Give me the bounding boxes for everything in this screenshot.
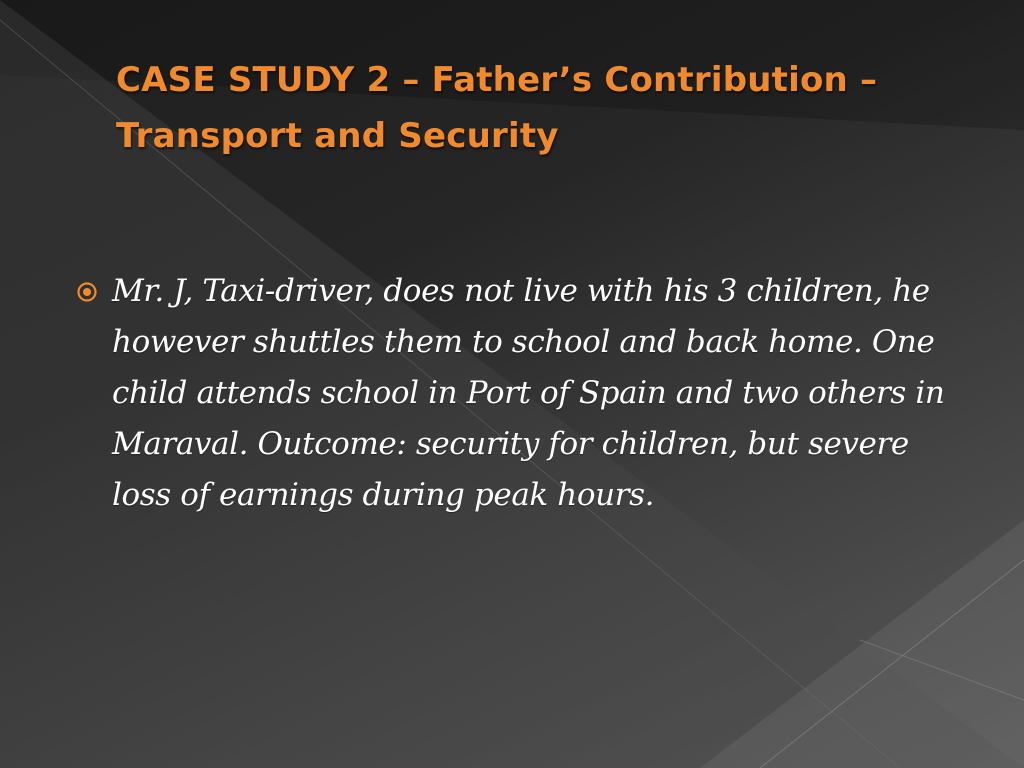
slide-title: CASE STUDY 2 – Father’s Contribution – Transport and Security — [116, 60, 878, 156]
list-item — [72, 266, 972, 521]
bullet-text: Mr. J, Taxi-driver, does not live with his 3 children, he however shuttles them to school and back home. One child attends school in Port of Spain and two others in Maraval. Outcome: security for children, but severe loss of earnings during peak hours. — [112, 273, 945, 513]
target-circle-icon — [76, 281, 98, 303]
bullet-list — [72, 266, 972, 521]
